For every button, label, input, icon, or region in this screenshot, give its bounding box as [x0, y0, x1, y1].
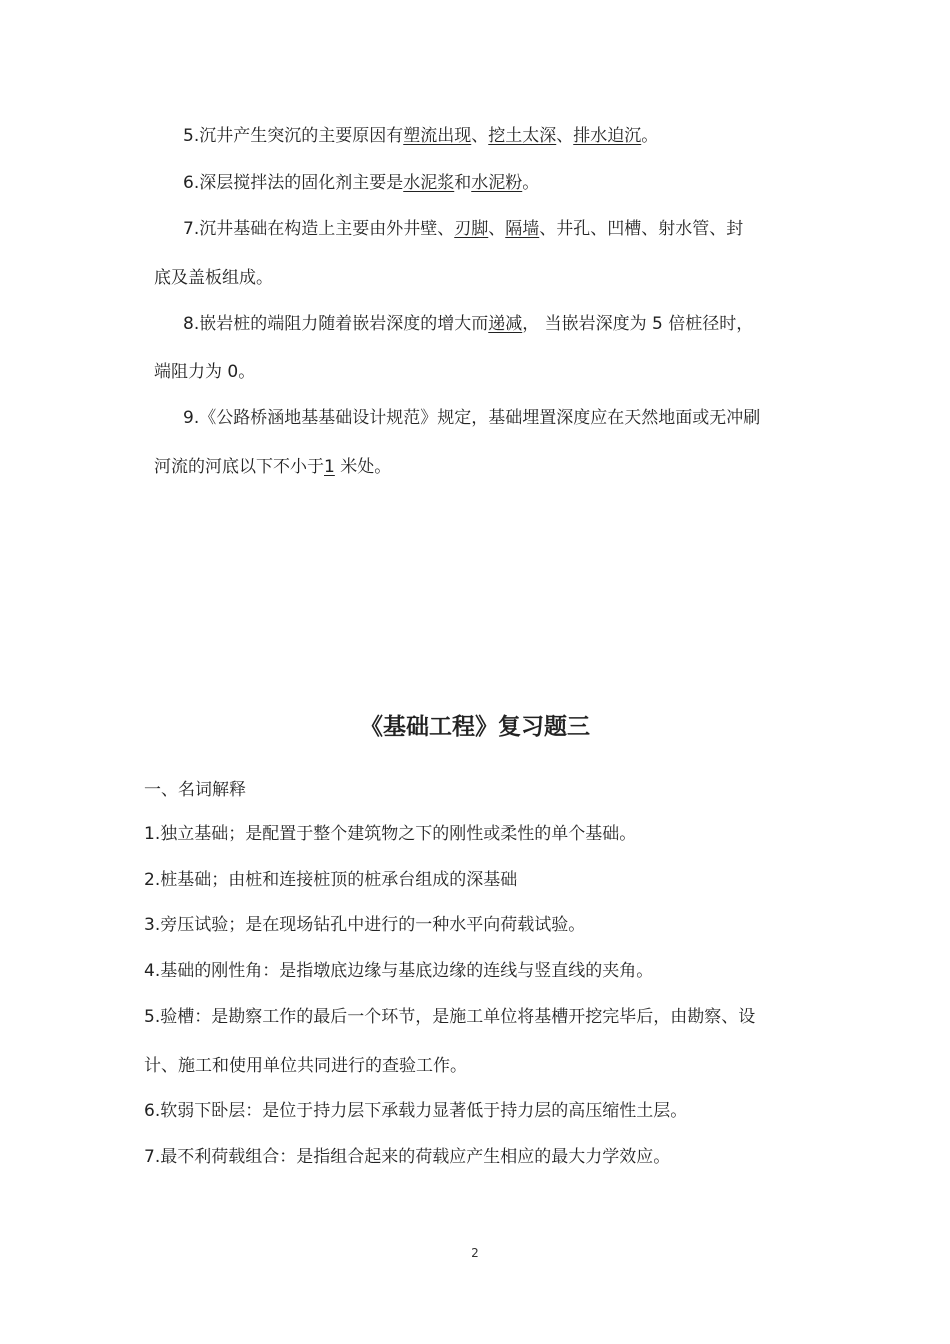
question-8 [183, 312, 753, 336]
definition-item: 1.独立基础；是配置于整个建筑物之下的刚性或柔性的单个基础。 [144, 824, 637, 844]
answer-blank: 刃脚 [454, 219, 489, 239]
answer-blank: 水泥粉 [471, 173, 523, 193]
question-5 [183, 124, 658, 148]
question-text: 8.嵌岩桩的端阻力随着嵌岩深度的增大而 [183, 314, 489, 334]
separator: 、 [488, 219, 506, 239]
separator: 和 [454, 173, 472, 193]
question-text: 米处。 [334, 457, 392, 477]
definition-item: 3.旁压试验；是在现场钻孔中进行的一种水平向荷载试验。 [144, 915, 586, 935]
question-text: 7.沉井基础在构造上主要由外井壁、 [183, 219, 455, 239]
answer-blank: 递减 [488, 314, 523, 334]
separator: 、 [471, 126, 489, 146]
answer-blank: 塑流出现 [403, 126, 472, 146]
question-7-continued: 底及盖板组成。 [154, 268, 273, 288]
answer-blank: 1 [324, 457, 335, 477]
definition-item: 2.桩基础；由桩和连接桩顶的桩承台组成的深基础 [144, 870, 518, 890]
question-text: 。 [522, 173, 540, 193]
question-text: 。 [641, 126, 659, 146]
answer-blank: 隔墙 [505, 219, 540, 239]
answer-blank: 水泥浆 [403, 173, 455, 193]
definition-item-continued: 计、施工和使用单位共同进行的查验工作。 [144, 1056, 467, 1076]
section-title: 《基础工程》复习题三 [360, 714, 590, 740]
definition-item: 6.软弱下卧层：是位于持力层下承载力显著低于持力层的高压缩性土层。 [144, 1101, 688, 1121]
question-text: ， 当嵌岩深度为 5 倍桩径时， [522, 314, 754, 334]
definition-item: 5.验槽：是勘察工作的最后一个环节，是施工单位将基槽开挖完毕后，由勘察、设 [144, 1007, 756, 1027]
question-text: 6.深层搅拌法的固化剂主要是 [183, 173, 404, 193]
question-text: 河流的河底以下不小于 [154, 457, 324, 477]
page-number: 2 [471, 1246, 479, 1260]
definition-item: 7.最不利荷载组合：是指组合起来的荷载应产生相应的最大力学效应。 [144, 1147, 671, 1167]
answer-blank: 排水迫沉 [573, 126, 642, 146]
definition-item: 4.基础的刚性角：是指墩底边缘与基底边缘的连线与竖直线的夹角。 [144, 961, 654, 981]
question-text: 5.沉井产生突沉的主要原因有 [183, 126, 404, 146]
section-heading: 一、名词解释 [144, 780, 246, 800]
question-text: 、井孔、凹槽、射水管、封 [539, 219, 744, 239]
question-6 [183, 171, 539, 195]
answer-blank: 挖土太深 [488, 126, 557, 146]
question-7 [183, 217, 743, 241]
question-8-continued: 端阻力为 0。 [154, 362, 256, 382]
separator: 、 [556, 126, 574, 146]
question-9: 9.《公路桥涵地基基础设计规范》规定，基础埋置深度应在天然地面或无冲刷 [183, 408, 761, 428]
question-9-continued [154, 455, 391, 479]
